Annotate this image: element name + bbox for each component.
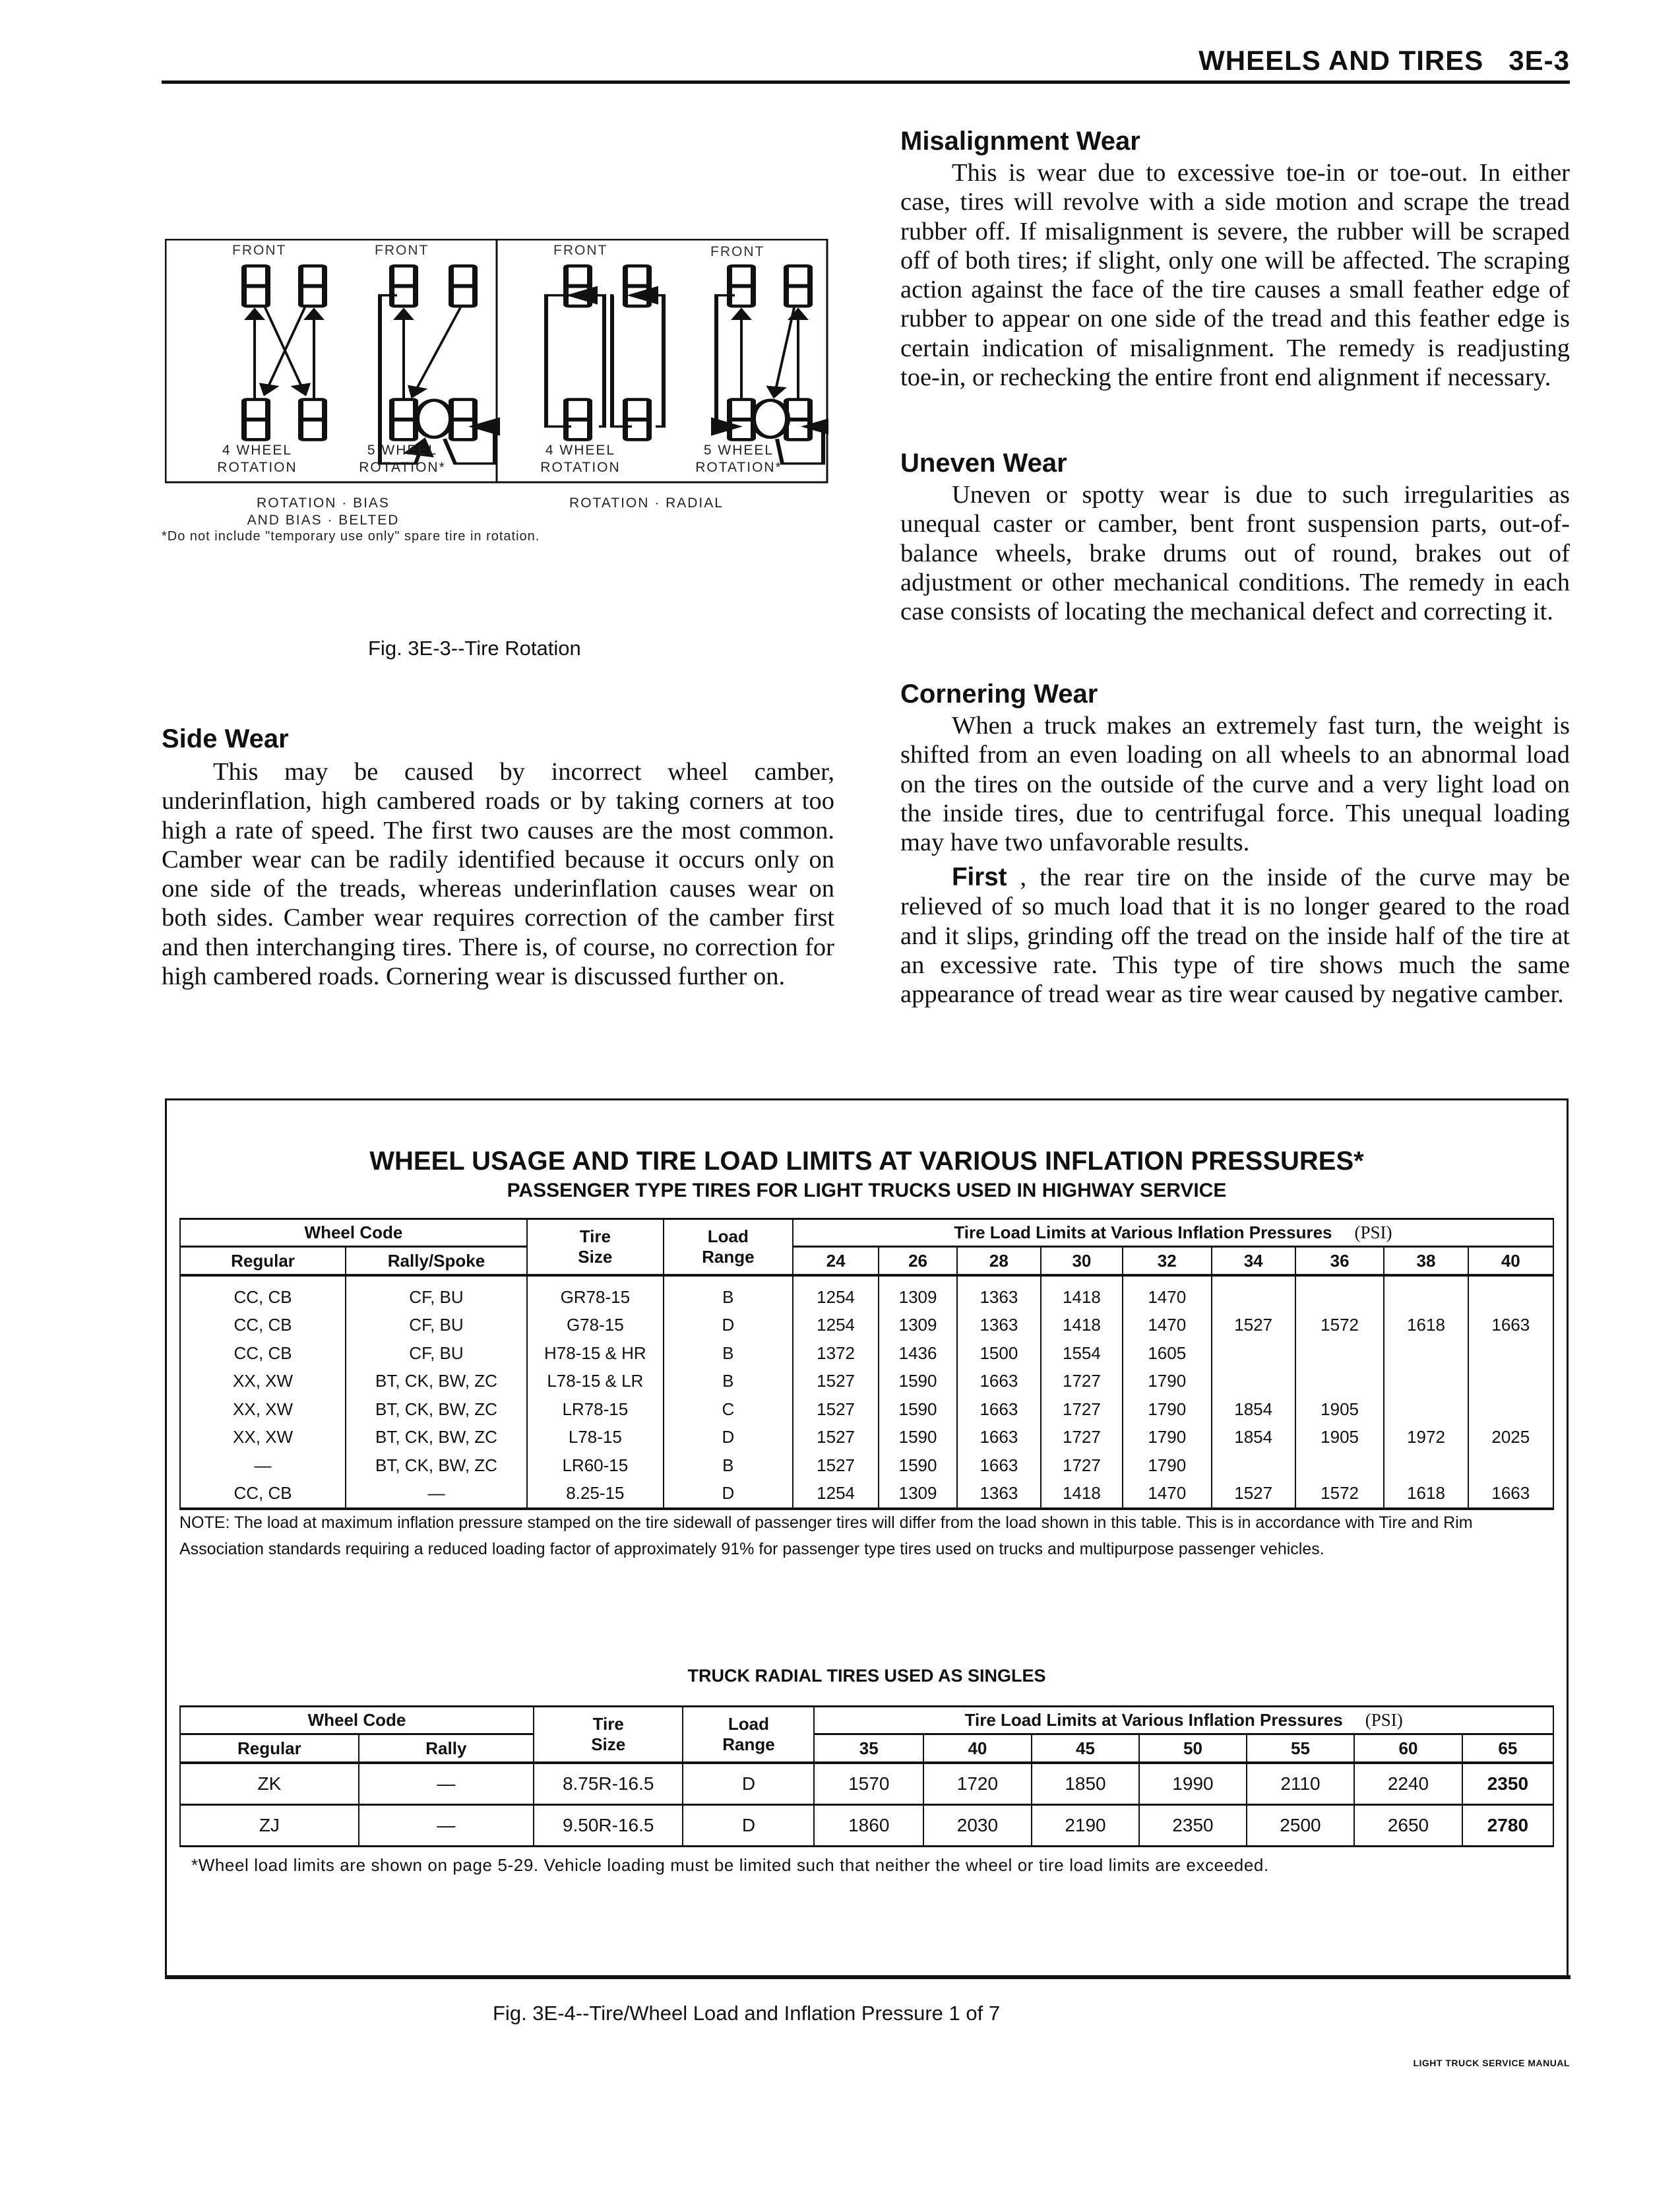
cell-load-value: 1663 (1468, 1312, 1553, 1340)
rotation-footnote: *Do not include "temporary use only" spare tire in rotation. (162, 529, 540, 544)
col-header-psi: 55 (1247, 1734, 1355, 1763)
table-row (180, 1312, 1553, 1340)
cell-load-value: 1572 (1295, 1480, 1384, 1509)
col-header-tire-size: Tire Size (527, 1219, 664, 1276)
page-header (1198, 45, 1570, 77)
rotation-group-radial: ROTATION · RADIAL (569, 495, 724, 511)
table-row (180, 1805, 1553, 1847)
cell-load-value (1384, 1368, 1468, 1396)
cell-load-value: 1254 (793, 1312, 879, 1340)
heading-uneven-wear: Uneven Wear (900, 449, 1067, 478)
radial-table-title: TRUCK RADIAL TIRES USED AS SINGLES (687, 1666, 1046, 1686)
cell-regular: CC, CB (180, 1312, 346, 1340)
col-header-psi: 34 (1212, 1247, 1295, 1276)
cell-load-range: B (664, 1275, 793, 1312)
cell-load-value: 1527 (793, 1395, 879, 1424)
passenger-tire-load-table (179, 1218, 1554, 1510)
col-header-psi: 30 (1041, 1247, 1123, 1276)
rotation-panel-radial-5wheel (716, 266, 823, 464)
col-header-wheel-code: Wheel Code (180, 1219, 527, 1247)
cell-load-value: 1850 (1032, 1763, 1140, 1805)
cell-load-value (1212, 1451, 1295, 1480)
rotation-panel-bias-5wheel (380, 266, 495, 464)
col-header-regular: Regular (180, 1247, 346, 1276)
cell-load-value: 1527 (793, 1424, 879, 1452)
cell-rally: — (359, 1805, 534, 1847)
cell-load-value (1295, 1451, 1384, 1480)
cell-load-value: 1663 (957, 1424, 1041, 1452)
panel-label-radial-5: 5 WHEEL ROTATION* (695, 443, 782, 475)
cell-load-value (1212, 1275, 1295, 1312)
col-header-wheel-code: Wheel Code (180, 1707, 534, 1734)
front-label: FRONT (375, 243, 429, 258)
front-label: FRONT (710, 244, 765, 259)
cell-load-value: 1527 (1212, 1312, 1295, 1340)
paragraph-misalignment-wear: This is wear due to excessive toe-in or toe-out. In either case, tires will revolve with a side motion and scrape the tread rubber off. If misalignment is severe, the rubber will be scraped off of both tires; if slight, only one will be affected. The scraping action against the face of the tire causes a small feather edge of rubber to appear on one side of the tread and this feather edge is certain indication of misalignment. The remedy is readjusting toe-in, or rechecking the entire front end alignment if necessary. (900, 159, 1570, 392)
cell-load-value: 1860 (814, 1805, 923, 1847)
cell-load-value: 1363 (957, 1480, 1041, 1509)
cell-load-value: 1663 (957, 1368, 1041, 1396)
rotation-panel-radial-4wheel (546, 266, 664, 439)
cell-regular: CC, CB (180, 1339, 346, 1368)
cell-load-value: 2780 (1462, 1805, 1553, 1847)
cell-load-value: 1363 (957, 1275, 1041, 1312)
cell-load-value: 2110 (1247, 1763, 1355, 1805)
cell-load-value: 2350 (1139, 1805, 1246, 1847)
front-label: FRONT (553, 243, 608, 258)
paragraph-cornering-first (900, 863, 1570, 1009)
cell-load-value: 1527 (1212, 1480, 1295, 1509)
cell-load-range: B (664, 1339, 793, 1368)
cell-load-value: 1663 (1468, 1480, 1553, 1509)
paragraph-cornering-wear: When a truck makes an extremely fast turn, the weight is shifted from an even loading on all wheels to an abnormal load on the tires on the outside of the curve and a very light load on the inside tires, due to centrifugal force. This unequal loading may have two unfavorable results. (900, 712, 1570, 857)
cell-load-value: 1720 (923, 1763, 1032, 1805)
cell-rally: BT, CK, BW, ZC (346, 1395, 527, 1424)
cell-load-value: 2190 (1032, 1805, 1140, 1847)
cell-load-value (1468, 1451, 1553, 1480)
cell-load-value: 1254 (793, 1480, 879, 1509)
col-header-psi: 35 (814, 1734, 923, 1763)
cell-load-value (1384, 1395, 1468, 1424)
cell-load-value (1468, 1339, 1553, 1368)
cell-rally: CF, BU (346, 1312, 527, 1340)
table-row (180, 1424, 1553, 1452)
table-row (180, 1339, 1553, 1368)
cell-load-value (1212, 1339, 1295, 1368)
cell-load-range: C (664, 1395, 793, 1424)
paragraph-side-wear: This may be caused by incorrect wheel camber, underinflation, high cambered roads or by taking corners at too high a rate of speed. The first two causes are the most common. Camber wear can be radily identified because it occurs only on one side of the treads, whereas underinflation causes wear on both sides. Camber wear requires correction of the camber first and then interchanging tires. There is, of course, no correction for high cambered roads. Cornering wear is discussed further on. (162, 758, 834, 991)
footer-manual-title: LIGHT TRUCK SERVICE MANUAL (1413, 2058, 1570, 2068)
col-header-rally: Rally (359, 1734, 534, 1763)
cell-load-value: 1309 (879, 1312, 957, 1340)
cell-tire-size: L78-15 (527, 1424, 664, 1452)
cell-load-value: 1854 (1212, 1424, 1295, 1452)
cell-load-value: 1470 (1123, 1275, 1212, 1312)
col-header-psi: 32 (1123, 1247, 1212, 1276)
cell-load-value: 2240 (1354, 1763, 1462, 1805)
first-label: First (952, 863, 1007, 891)
first-text: , the rear tire on the inside of the curve may be relieved of so much load that it is no longer geared to the road and it slips, grinding off the tread on the inside half of the tire at an excessive rate. This type of tire shows much the same appearance of tread wear as tire wear caused by negative camber. (900, 864, 1570, 1009)
cell-regular: XX, XW (180, 1395, 346, 1424)
cell-load-value: 1618 (1384, 1480, 1468, 1509)
col-header-psi: 65 (1462, 1734, 1553, 1763)
cell-load-value (1468, 1275, 1553, 1312)
col-header-pressures: Tire Load Limits at Various Inflation Pressures (PSI) (793, 1219, 1553, 1247)
col-header-rally-spoke: Rally/Spoke (346, 1247, 527, 1276)
cell-load-value: 1618 (1384, 1312, 1468, 1340)
col-header-psi: 38 (1384, 1247, 1468, 1276)
cell-tire-size: LR60-15 (527, 1451, 664, 1480)
cell-load-value (1384, 1451, 1468, 1480)
cell-load-value: 2500 (1247, 1805, 1355, 1847)
cell-rally: — (346, 1480, 527, 1509)
cell-tire-size: GR78-15 (527, 1275, 664, 1312)
cell-load-value: 1790 (1123, 1424, 1212, 1452)
cell-load-value: 2350 (1462, 1763, 1553, 1805)
col-header-psi: 24 (793, 1247, 879, 1276)
cell-load-value: 1990 (1139, 1763, 1246, 1805)
cell-load-value: 1790 (1123, 1395, 1212, 1424)
col-header-load-range: Load Range (683, 1707, 814, 1763)
load-table-subtitle: PASSENGER TYPE TIRES FOR LIGHT TRUCKS USED IN HIGHWAY SERVICE (507, 1180, 1227, 1201)
cell-load-value: 1572 (1295, 1312, 1384, 1340)
cell-load-value: 1590 (879, 1451, 957, 1480)
front-label: FRONT (232, 243, 287, 258)
col-header-tire-size: Tire Size (534, 1707, 683, 1763)
cell-load-range: D (683, 1763, 814, 1805)
cell-load-value: 1905 (1295, 1424, 1384, 1452)
col-header-regular: Regular (180, 1734, 359, 1763)
paragraph-uneven-wear: Uneven or spotty wear is due to such irregularities as unequal caster or camber, bent front suspension parts, out-of-balance wheels, brake drums out of round, brakes out of adjustment or other mechanical conditions. The remedy in each case consists of locating the mechanical defect and correcting it. (900, 481, 1570, 626)
heading-cornering-wear: Cornering Wear (900, 680, 1098, 709)
table-row (180, 1395, 1553, 1424)
cell-load-value: 1790 (1123, 1368, 1212, 1396)
cell-load-value: 1972 (1384, 1424, 1468, 1452)
cell-regular: CC, CB (180, 1480, 346, 1509)
cell-load-value (1468, 1395, 1553, 1424)
header-rule (162, 80, 1570, 84)
table-row (180, 1368, 1553, 1396)
load-table-title-text: WHEEL USAGE AND TIRE LOAD LIMITS AT VARIOUS INFLATION PRESSURES* (369, 1147, 1364, 1176)
cell-load-value (1468, 1368, 1553, 1396)
figure-caption-load: Fig. 3E-4--Tire/Wheel Load and Inflation Pressure 1 of 7 (493, 2002, 1001, 2025)
cell-load-value: 1727 (1041, 1368, 1123, 1396)
cell-load-value: 1790 (1123, 1451, 1212, 1480)
panel-label-radial-4: 4 WHEEL ROTATION (540, 443, 621, 475)
table-row (180, 1275, 1553, 1312)
cell-load-range: D (664, 1424, 793, 1452)
page-number: 3E-3 (1509, 45, 1570, 76)
panel-label-bias-5: 5 WHEEL ROTATION* (359, 443, 446, 475)
cell-rally: CF, BU (346, 1275, 527, 1312)
cell-load-range: D (683, 1805, 814, 1847)
cell-regular: XX, XW (180, 1424, 346, 1452)
cell-regular: XX, XW (180, 1368, 346, 1396)
cell-load-value: 1663 (957, 1451, 1041, 1480)
panel-label-bias-4: 4 WHEEL ROTATION (217, 443, 297, 475)
col-header-load-range: Load Range (664, 1219, 793, 1276)
radial-table-footnote: *Wheel load limits are shown on page 5-29. Vehicle loading must be limited such that neither the wheel or tire load limits are exceeded. (191, 1855, 1269, 1875)
cell-tire-size: 9.50R-16.5 (534, 1805, 683, 1847)
cell-tire-size: 8.75R-16.5 (534, 1763, 683, 1805)
cell-load-value: 1727 (1041, 1451, 1123, 1480)
load-table-title (165, 1147, 1569, 1176)
cell-load-value: 1309 (879, 1275, 957, 1312)
cell-load-value: 1436 (879, 1339, 957, 1368)
frame-bottom-rule (165, 1975, 1571, 1979)
cell-regular: CC, CB (180, 1275, 346, 1312)
rotation-group-bias: ROTATION · BIAS AND BIAS · BELTED (247, 495, 400, 528)
col-header-psi: 60 (1354, 1734, 1462, 1763)
cell-load-value (1212, 1368, 1295, 1396)
col-header-psi: 45 (1032, 1734, 1140, 1763)
cell-load-value: 1527 (793, 1451, 879, 1480)
cell-rally: CF, BU (346, 1339, 527, 1368)
section-title: WHEELS AND TIRES (1198, 45, 1484, 76)
col-header-psi: 50 (1139, 1734, 1246, 1763)
col-header-psi: 26 (879, 1247, 957, 1276)
cell-load-value: 1500 (957, 1339, 1041, 1368)
cell-regular: — (180, 1451, 346, 1480)
cell-regular: ZK (180, 1763, 359, 1805)
cell-load-value: 1570 (814, 1763, 923, 1805)
cell-load-value: 1418 (1041, 1275, 1123, 1312)
cell-load-value: 1418 (1041, 1480, 1123, 1509)
cell-load-value: 1363 (957, 1312, 1041, 1340)
cell-load-value: 1470 (1123, 1480, 1212, 1509)
cell-load-range: D (664, 1480, 793, 1509)
cell-load-value: 1527 (793, 1368, 879, 1396)
rotation-panel-bias-4wheel (244, 266, 325, 439)
cell-rally: BT, CK, BW, ZC (346, 1424, 527, 1452)
col-header-psi: 28 (957, 1247, 1041, 1276)
cell-load-value: 1727 (1041, 1424, 1123, 1452)
cell-tire-size: 8.25-15 (527, 1480, 664, 1509)
col-header-psi: 40 (1468, 1247, 1553, 1276)
cell-load-value (1295, 1368, 1384, 1396)
cell-load-value (1295, 1339, 1384, 1368)
cell-load-value: 1663 (957, 1395, 1041, 1424)
cell-load-value: 1372 (793, 1339, 879, 1368)
truck-radial-load-table (179, 1705, 1554, 1847)
cell-load-range: B (664, 1451, 793, 1480)
heading-misalignment-wear: Misalignment Wear (900, 127, 1140, 156)
cell-load-value: 1590 (879, 1395, 957, 1424)
cell-load-value (1384, 1275, 1468, 1312)
table-row (180, 1480, 1553, 1509)
cell-load-value: 2650 (1354, 1805, 1462, 1847)
cell-rally: — (359, 1763, 534, 1805)
cell-load-value: 1418 (1041, 1312, 1123, 1340)
table-row (180, 1451, 1553, 1480)
cell-rally: BT, CK, BW, ZC (346, 1368, 527, 1396)
cell-load-value: 1554 (1041, 1339, 1123, 1368)
cell-load-value: 2030 (923, 1805, 1032, 1847)
cell-regular: ZJ (180, 1805, 359, 1847)
cell-load-value: 1309 (879, 1480, 957, 1509)
cell-tire-size: H78-15 & HR (527, 1339, 664, 1368)
cell-load-value: 1854 (1212, 1395, 1295, 1424)
load-table-note: NOTE: The load at maximum inflation pressure stamped on the tire sidewall of passenger tires will differ from the load shown in this table. This is in accordance with Tire and Rim Association standards requiring a reduced loading factor of approximately 91% for passenger type tires used on trucks and multipurpose passenger vehicles. (179, 1513, 1473, 1558)
cell-load-value: 1254 (793, 1275, 879, 1312)
figure-caption-rotation: Fig. 3E-3--Tire Rotation (368, 637, 581, 660)
cell-load-value: 1727 (1041, 1395, 1123, 1424)
cell-load-value (1384, 1339, 1468, 1368)
table-row (180, 1763, 1553, 1805)
cell-tire-size: G78-15 (527, 1312, 664, 1340)
cell-tire-size: LR78-15 (527, 1395, 664, 1424)
cell-load-range: B (664, 1368, 793, 1396)
cell-load-range: D (664, 1312, 793, 1340)
cell-load-value: 1590 (879, 1424, 957, 1452)
cell-rally: BT, CK, BW, ZC (346, 1451, 527, 1480)
col-header-psi: 36 (1295, 1247, 1384, 1276)
cell-load-value (1295, 1275, 1384, 1312)
col-header-pressures: Tire Load Limits at Various Inflation Pressures (PSI) (814, 1707, 1553, 1734)
cell-load-value: 1905 (1295, 1395, 1384, 1424)
cell-load-value: 1470 (1123, 1312, 1212, 1340)
cell-load-value: 2025 (1468, 1424, 1553, 1452)
col-header-psi: 40 (923, 1734, 1032, 1763)
cell-load-value: 1590 (879, 1368, 957, 1396)
cell-load-value: 1605 (1123, 1339, 1212, 1368)
cell-tire-size: L78-15 & LR (527, 1368, 664, 1396)
heading-side-wear: Side Wear (162, 724, 289, 753)
